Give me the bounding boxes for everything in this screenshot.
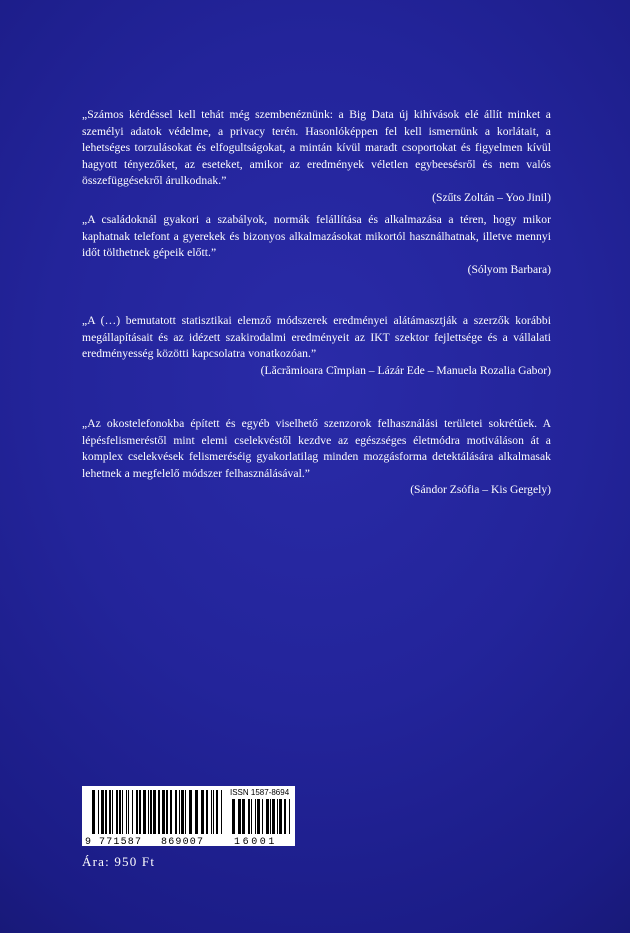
quote-author: (Lăcrămioara Cîmpian – Lázár Ede – Manuela Rozalia Gabor) [260,363,551,377]
quote-block [82,107,551,207]
barcode-bar [257,799,260,834]
barcode-bar [284,799,286,834]
quote-block [82,212,551,278]
quote-author: (Szűts Zoltán – Yoo Jinil) [432,190,551,204]
barcode-bar [266,799,269,834]
quote-text: „Az okostelefonokba épített és egyéb viselhető szenzorok felhasználási területei sokrétűek. A lépésfelismeréstől mint elemi cselekvéstől kezdve az egészséges életmódra motiváláson át a komplex cselekvések felismeréséig gyakorlatilag minden mozgásforma detektálására alkalmasak lehetnek a megfelelő módszer felhasználásával.” [82,417,551,480]
barcode-bar [181,790,184,834]
barcode-bar [158,790,160,834]
barcode-bar [213,790,214,834]
barcode-bar [166,790,168,834]
barcode-bar [162,790,165,834]
barcode-left-digits: 771587 [99,837,143,846]
quote-text: „A (…) bemutatott statisztikai elemző módszerek eredményei alátámasztják a szerzők korábbi megállapításait és az idézett szakirodalmi eredményeit az IKT szektor fejlettsége és a vállalati eredményesség közötti kapcsolatra vonatkozóan.” [82,314,551,361]
barcode-bar [92,790,95,834]
barcode-bar [143,790,146,834]
barcode-bar [148,790,149,834]
barcode-bar [153,790,156,834]
barcode-bar [119,790,121,834]
quote-text: „Számos kérdéssel kell tehát még szembenéznünk: a Big Data új kihívások elé állít minket a személyi adatok védelme, a privacy terén. Hasonlóképpen fel kell ismernünk a korlátait, a lehetséges torzulásokat és elfogultságokat, a mintán kívül maradt csoportokat és figyelmen kívül hagyott tényezőket, az eseteket, amikor az eredmények véletlen egybeesésről és nem valós összefüggésekről árulkodnak.” [82,108,551,188]
barcode-bar [112,790,113,834]
barcode-bar [136,790,138,834]
barcode-bar [270,799,271,834]
barcode-bar [98,790,99,834]
barcode-bar [132,790,133,834]
barcode-bar [277,799,278,834]
barcode-right-digits: 869007 [161,837,205,846]
barcode-bar [248,799,250,834]
barcode-bar [216,790,218,834]
quote-author: (Sándor Zsófia – Kis Gergely) [410,483,551,497]
barcode-bar [105,790,107,834]
barcode-bar [128,790,129,834]
barcode-bar [272,799,275,834]
barcode-bar [201,790,204,834]
quote-block [82,416,551,499]
barcode-bar [139,790,141,834]
barcode-addon-digits: 16001 [234,837,278,846]
barcode-bar [185,790,186,834]
barcode-bar [179,790,180,834]
barcode-bar [170,790,172,834]
barcode-bar [232,799,235,834]
barcode-bar [238,799,241,834]
barcode-bar [206,790,208,834]
barcode-graphic [82,786,295,846]
barcode-bar [251,799,252,834]
barcode-first-digit: 9 [85,837,92,846]
barcode-bar [195,790,198,834]
price-label: Ára: 950 Ft [82,854,156,869]
quote-block [82,313,551,379]
barcode-bar [221,790,222,834]
barcode-bar [242,799,245,834]
barcode-bar [109,790,111,834]
barcode-bar [116,790,118,834]
barcode-bar [175,790,177,834]
barcode-bar [211,790,212,834]
barcode-bar [150,790,152,834]
barcode-bar [255,799,256,834]
barcode-bar [279,799,282,834]
quote-author: (Sólyom Barbara) [467,262,551,276]
issn-label: ISSN 1587-8694 [230,788,290,797]
barcode-bar [126,790,127,834]
barcode-bar [122,790,123,834]
quote-text: „A családoknál gyakori a szabályok, normák felállítása és alkalmazása a téren, hogy mikor kaphatnak telefont a gyerekek és bizonyos alkalmazásokat mikortól használhatnak, illetve mennyi időt tölthetnek gépeik előtt.” [82,213,551,260]
barcode-bar [262,799,263,834]
barcode-bar [289,799,290,834]
barcode-bar [101,790,104,834]
issn-barcode [82,786,295,846]
barcode-bar [189,790,192,834]
